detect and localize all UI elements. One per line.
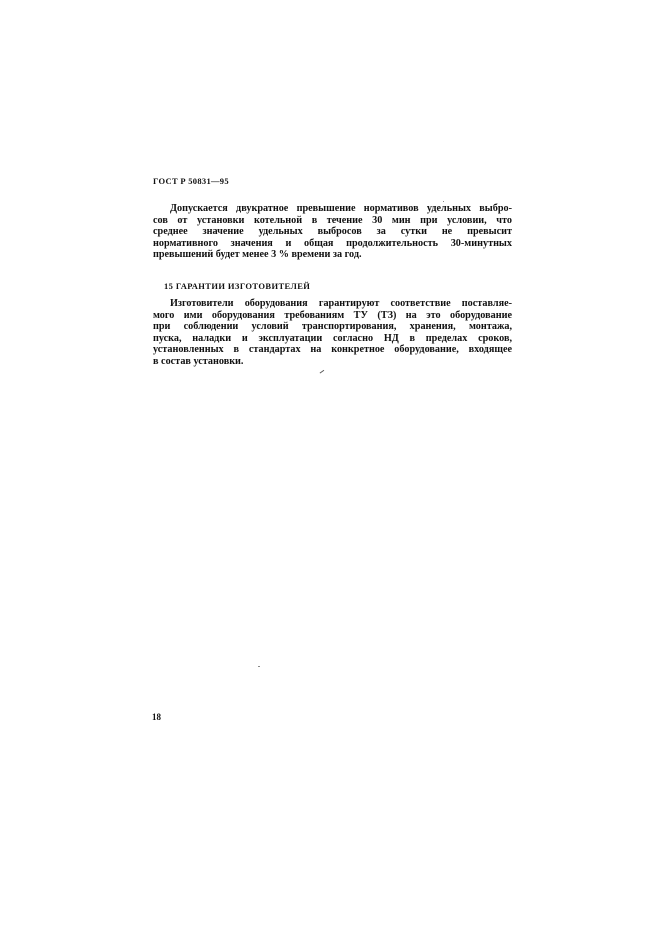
paragraph-line: установленных в стандартах на конкретное оборудование, входящее <box>153 344 512 356</box>
paragraph-guarantees <box>153 298 512 368</box>
scan-mark <box>320 370 326 375</box>
paragraph-line: Допускается двукратное превышение нормативов удельных выбро- <box>170 203 512 214</box>
paragraph-exceedance <box>153 203 512 261</box>
paragraph-line: в состав установки. <box>153 355 244 367</box>
paragraph-line: нормативного значения и общая продолжительность 30-минутных <box>153 237 512 249</box>
paragraph-line: сов от установки котельной в течение 30 мин при условии, что <box>153 214 512 226</box>
paragraph-line: среднее значение удельных выбросов за сутки не превысит <box>153 226 512 238</box>
page-number: 18 <box>152 712 161 722</box>
paragraph-line: при соблюдении условий транспортирования, хранения, монтажа, <box>153 321 512 333</box>
scan-speck <box>443 201 444 202</box>
paragraph-line: пуска, наладки и эксплуатации согласно НД в пределах сроков, <box>153 332 512 344</box>
paragraph-line: мого ими оборудования требованиям ТУ (ТЗ) на это оборудование <box>153 309 512 321</box>
paragraph-line: Изготовители оборудования гарантируют соответствие поставляе- <box>170 298 512 309</box>
standard-header: ГОСТ Р 50831—95 <box>153 176 229 186</box>
section-title: 15 ГАРАНТИИ ИЗГОТОВИТЕЛЕЙ <box>164 281 311 291</box>
paragraph-line: превышений будет менее 3 % времени за год. <box>153 249 362 261</box>
scan-speck <box>258 666 260 667</box>
